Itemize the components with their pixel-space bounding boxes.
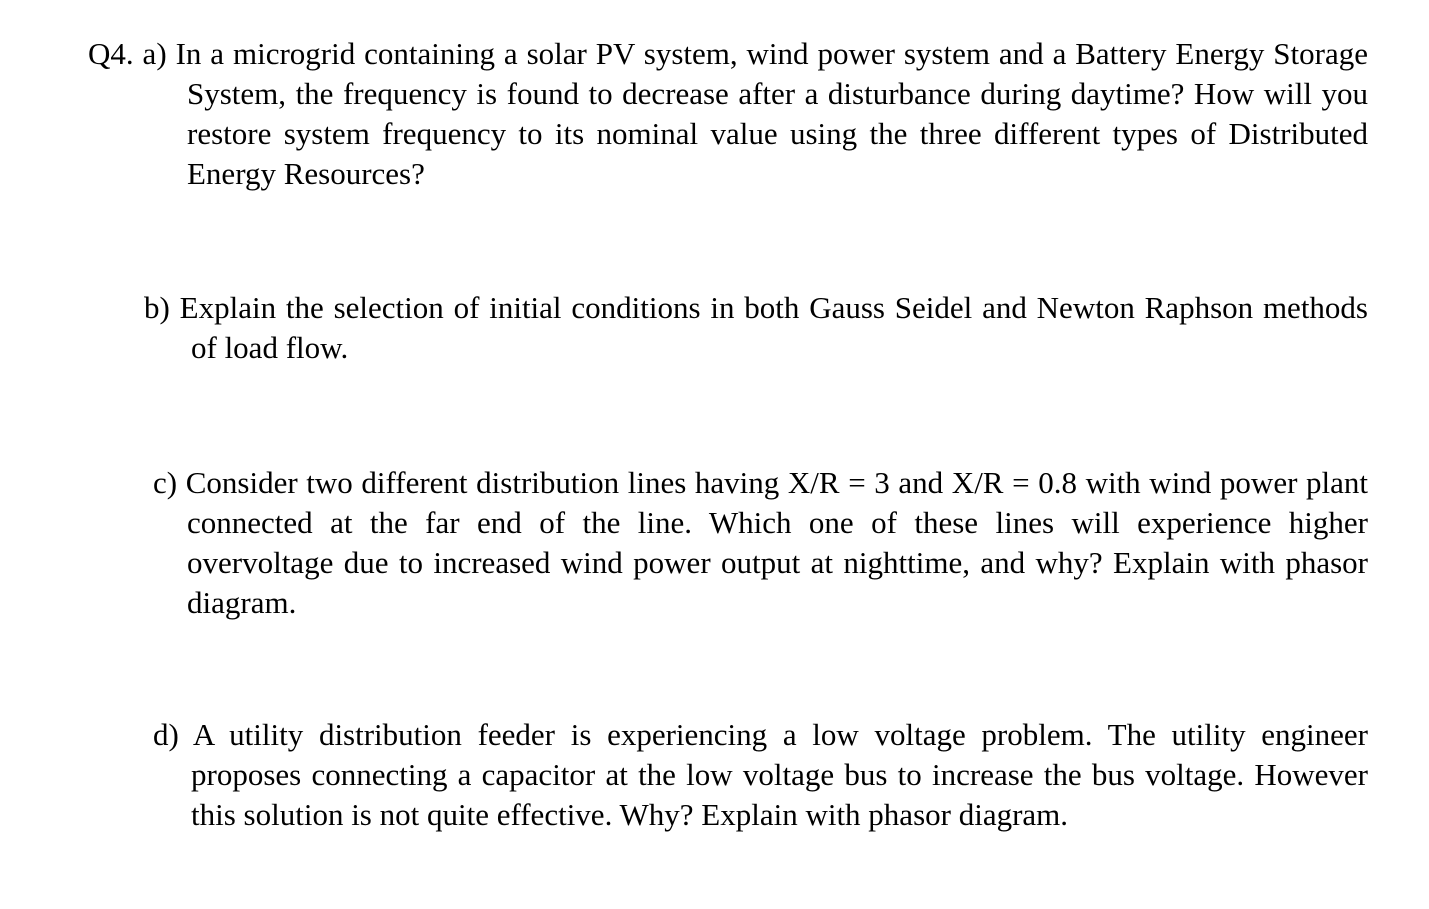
question-4a (88, 34, 1368, 194)
question-text: Explain the selection of initial conditions in both Gauss Seidel and Newton Raphson methods of load flow. (179, 290, 1368, 365)
question-4c (153, 463, 1368, 623)
question-text: In a microgrid containing a solar PV system, wind power system and a Battery Energy Storage System, the frequency is found to decrease after a disturbance during daytime? How will you restore system frequency to its nominal value using the three different types of Distributed Energy Resources? (175, 36, 1368, 191)
question-label: c) (153, 465, 178, 500)
question-text: Consider two different distribution lines having X/R = 3 and X/R = 0.8 with wind power plant connected at the far end of the line. Which one of these lines will experience higher overvoltage due to increased wind power output at nighttime, and why? Explain with phasor diagram. (185, 465, 1369, 620)
question-label: d) (153, 717, 179, 752)
question-text: A utility distribution feeder is experiencing a low voltage problem. The utility engineer proposes connecting a capacitor at the low voltage bus to increase the bus voltage. However this solution is not quite effective. Why? Explain with phasor diagram. (191, 717, 1368, 832)
question-label: Q4. a) (88, 36, 167, 71)
question-4d (153, 715, 1368, 835)
question-label: b) (144, 290, 170, 325)
question-4b (144, 288, 1368, 368)
